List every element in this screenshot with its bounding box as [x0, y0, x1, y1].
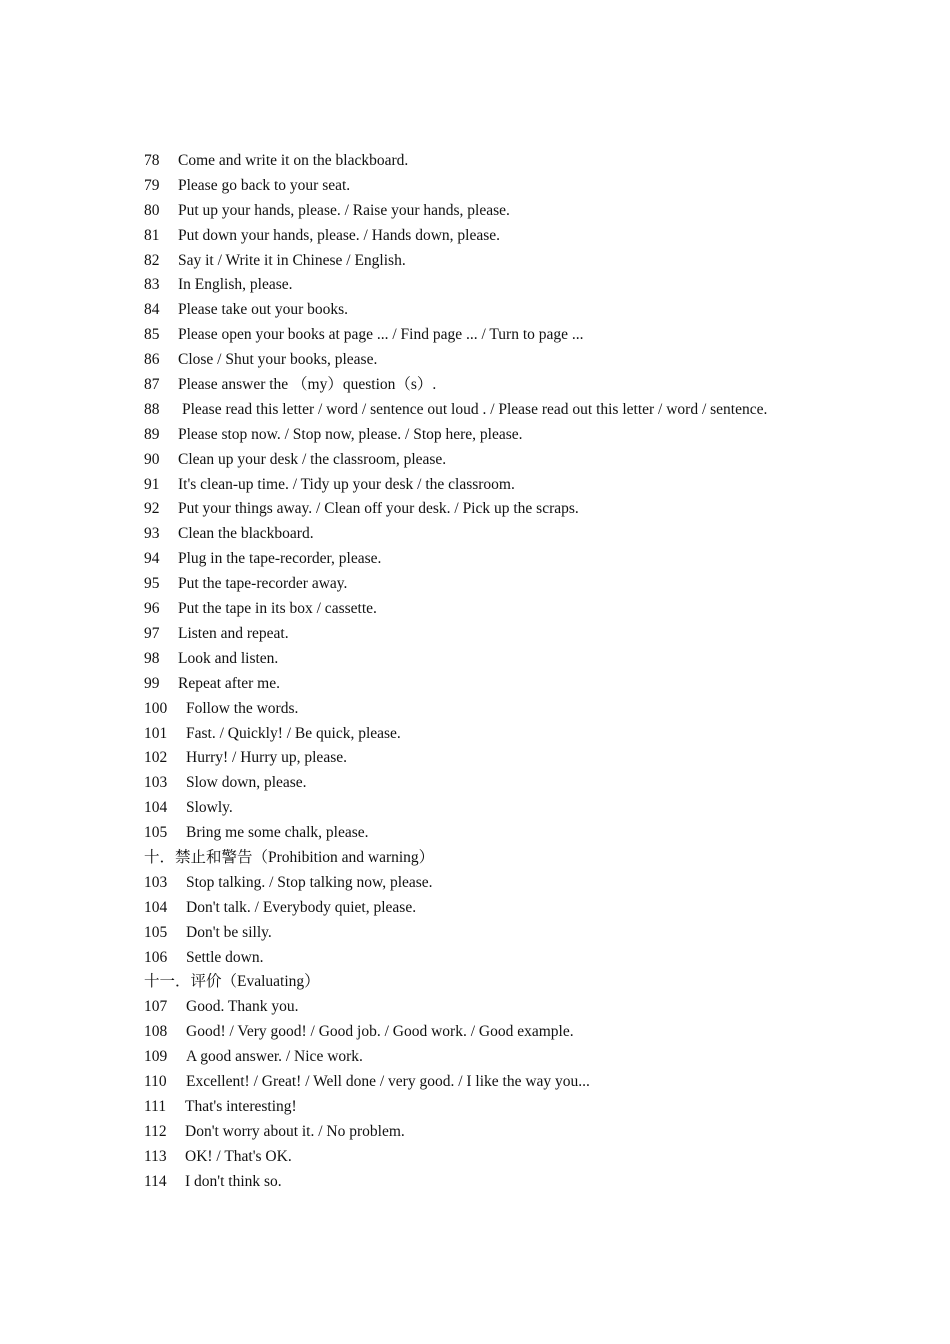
list-item	[144, 622, 806, 647]
item-number: 97	[144, 624, 160, 642]
list-item	[144, 1145, 806, 1170]
item-number: 103	[144, 873, 168, 891]
item-text: Slow down, please.	[186, 774, 307, 792]
list-item	[144, 323, 806, 348]
list-item	[144, 448, 806, 473]
section-heading-prohibition: 十．禁止和警告（Prohibition and warning）	[144, 848, 435, 866]
list-item	[144, 224, 806, 249]
item-text: Don't worry about it. / No problem.	[185, 1122, 405, 1140]
list-item	[144, 771, 806, 796]
item-text: Follow the words.	[186, 699, 299, 717]
list-item	[144, 1020, 806, 1045]
item-text: Look and listen.	[178, 649, 279, 667]
item-text: Put the tape-recorder away.	[178, 575, 348, 593]
list-item	[144, 946, 806, 971]
list-item	[144, 1045, 806, 1070]
item-text: Hurry! / Hurry up, please.	[186, 749, 347, 767]
item-number: 78	[144, 152, 160, 169]
list-item	[144, 821, 806, 846]
phrase-list	[144, 149, 806, 1194]
item-number: 95	[144, 575, 160, 593]
item-text: Fast. / Quickly! / Be quick, please.	[186, 724, 401, 742]
item-text: Clean the blackboard.	[178, 525, 314, 543]
item-number: 83	[144, 276, 160, 294]
item-number: 90	[144, 450, 160, 468]
list-item	[144, 672, 806, 697]
list-item	[144, 1120, 806, 1145]
item-text: Plug in the tape-recorder, please.	[178, 550, 382, 568]
list-item	[144, 597, 806, 622]
item-number: 91	[144, 475, 160, 493]
item-number: 87	[144, 376, 160, 394]
item-number: 106	[144, 948, 168, 966]
item-text: Please take out your books.	[178, 301, 349, 319]
item-text: Come and write it on the blackboard.	[178, 152, 409, 169]
item-number: 104	[144, 898, 168, 916]
item-number: 105	[144, 923, 168, 941]
item-text: I don't think so.	[185, 1172, 282, 1190]
item-text: Clean up your desk / the classroom, please.	[178, 450, 447, 468]
item-number: 107	[144, 998, 168, 1016]
item-number: 93	[144, 525, 160, 543]
list-item	[144, 746, 806, 771]
item-text: Put up your hands, please. / Raise your hands, please.	[178, 201, 510, 219]
list-item	[144, 149, 806, 174]
item-number: 92	[144, 500, 160, 518]
item-text: Repeat after me.	[178, 674, 280, 692]
item-number: 99	[144, 674, 160, 692]
list-item	[144, 796, 806, 821]
item-number: 111	[144, 1097, 167, 1115]
list-item	[144, 921, 806, 946]
item-number: 85	[144, 326, 160, 344]
item-text: OK! / That's OK.	[185, 1147, 292, 1165]
list-item	[144, 697, 806, 722]
item-text: Stop talking. / Stop talking now, please.	[186, 873, 433, 891]
item-text: Excellent! / Great! / Well done / very good. / I like the way you...	[186, 1072, 590, 1090]
item-number: 100	[144, 699, 168, 717]
item-number: 103	[144, 774, 168, 792]
item-number: 94	[144, 550, 160, 568]
list-item	[144, 1170, 806, 1195]
item-number: 96	[144, 600, 160, 618]
item-text: That's interesting!	[185, 1097, 297, 1115]
item-text: Don't talk. / Everybody quiet, please.	[186, 898, 417, 916]
item-text: Please open your books at page ... / Find page ... / Turn to page ...	[178, 326, 584, 344]
item-text: Put the tape in its box / cassette.	[178, 600, 377, 618]
item-number: 102	[144, 749, 168, 767]
item-text: It's clean-up time. / Tidy up your desk / the classroom.	[178, 475, 515, 493]
list-item	[144, 995, 806, 1020]
item-number: 82	[144, 251, 160, 269]
list-item	[144, 423, 806, 448]
item-text: Say it / Write it in Chinese / English.	[178, 251, 406, 269]
item-text: Close / Shut your books, please.	[178, 351, 378, 369]
list-item	[144, 896, 806, 921]
list-item	[144, 647, 806, 672]
item-number: 98	[144, 649, 160, 667]
item-number: 79	[144, 176, 160, 194]
list-item	[144, 273, 806, 298]
item-number: 108	[144, 1023, 168, 1041]
list-item	[144, 497, 806, 522]
list-item	[144, 373, 806, 398]
item-text: Slowly.	[186, 799, 233, 817]
list-item	[144, 1095, 806, 1120]
list-item	[144, 249, 806, 274]
item-text: Please answer the （my）question（s）.	[178, 376, 437, 394]
item-text: Good. Thank you.	[186, 998, 299, 1016]
list-item	[144, 1070, 806, 1095]
list-item	[144, 298, 806, 323]
list-item	[144, 398, 806, 423]
item-text: Put down your hands, please. / Hands down, please.	[178, 226, 501, 244]
item-text: Bring me some chalk, please.	[186, 824, 369, 842]
item-number: 101	[144, 724, 168, 742]
list-item	[144, 174, 806, 199]
item-text: Put your things away. / Clean off your desk. / Pick up the scraps.	[178, 500, 579, 518]
item-text: Good! / Very good! / Good job. / Good work. / Good example.	[186, 1023, 574, 1041]
item-text: Don't be silly.	[186, 923, 272, 941]
item-text: Please read this letter / word / sentence out loud . / Please read out this letter / word / sentence.	[182, 400, 768, 418]
list-item	[144, 572, 806, 597]
item-number: 84	[144, 301, 160, 319]
item-number: 104	[144, 799, 168, 817]
list-item	[144, 473, 806, 498]
item-number: 88	[144, 400, 160, 418]
item-number: 109	[144, 1048, 168, 1066]
item-number: 105	[144, 824, 168, 842]
section-heading-evaluating: 十一．评价（Evaluating）	[144, 973, 320, 991]
list-item	[144, 722, 806, 747]
item-text: Listen and repeat.	[178, 624, 289, 642]
item-number: 114	[144, 1172, 167, 1190]
list-item	[144, 547, 806, 572]
list-item	[144, 871, 806, 896]
list-item	[144, 199, 806, 224]
item-number: 110	[144, 1072, 167, 1090]
list-item	[144, 348, 806, 373]
list-item	[144, 522, 806, 547]
item-text: A good answer. / Nice work.	[186, 1048, 363, 1066]
item-number: 89	[144, 425, 160, 443]
item-text: In English, please.	[178, 276, 293, 294]
item-number: 80	[144, 201, 160, 219]
item-text: Please go back to your seat.	[178, 176, 351, 194]
item-number: 81	[144, 226, 160, 244]
item-text: Please stop now. / Stop now, please. / Stop here, please.	[178, 425, 523, 443]
item-number: 112	[144, 1122, 167, 1140]
item-number: 113	[144, 1147, 167, 1165]
item-number: 86	[144, 351, 160, 369]
item-text: Settle down.	[186, 948, 264, 966]
